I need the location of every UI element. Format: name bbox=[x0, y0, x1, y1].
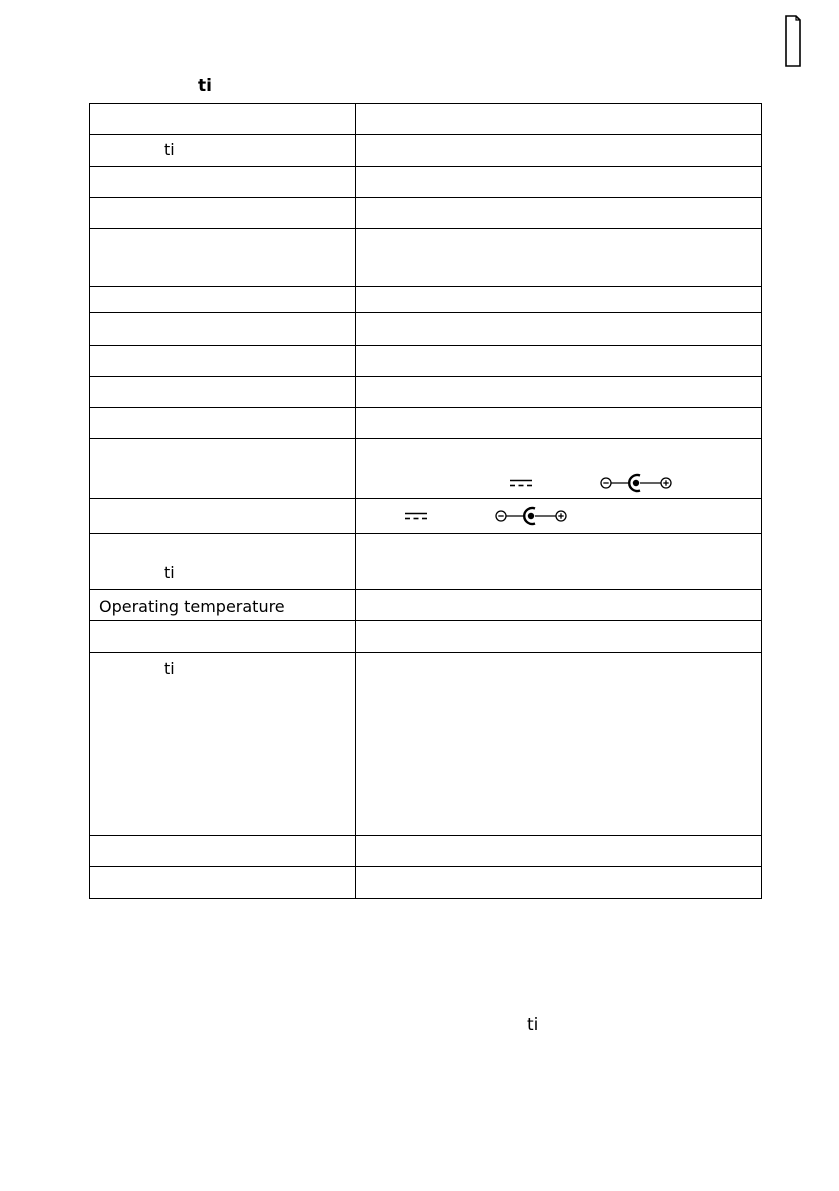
row-label bbox=[90, 867, 356, 899]
row-value bbox=[356, 104, 762, 135]
row-label: Operating temperature bbox=[90, 590, 356, 621]
row-value bbox=[356, 198, 762, 229]
table-row bbox=[90, 313, 762, 346]
row-value bbox=[356, 346, 762, 377]
table-row bbox=[90, 167, 762, 198]
row-value bbox=[356, 135, 762, 167]
row-label bbox=[90, 499, 356, 534]
row-value bbox=[356, 229, 762, 287]
table-row bbox=[90, 499, 762, 534]
table-row bbox=[90, 229, 762, 287]
row-value bbox=[356, 590, 762, 621]
table-row bbox=[90, 377, 762, 408]
row-value bbox=[356, 653, 762, 836]
row-label: ti bbox=[90, 534, 356, 590]
row-label: ti bbox=[90, 653, 356, 836]
row-label bbox=[90, 167, 356, 198]
row-value bbox=[356, 167, 762, 198]
table-row bbox=[90, 590, 762, 621]
table-row bbox=[90, 836, 762, 867]
row-label bbox=[90, 621, 356, 653]
dc-voltage-icon bbox=[510, 479, 532, 487]
center-positive-polarity-icon bbox=[600, 472, 672, 494]
row-label bbox=[90, 287, 356, 313]
row-label bbox=[90, 229, 356, 287]
footer-fragment: ti bbox=[527, 1015, 539, 1035]
dc-voltage-icon bbox=[405, 512, 427, 520]
table-row bbox=[90, 439, 762, 499]
center-positive-polarity-icon bbox=[495, 505, 567, 527]
spec-table bbox=[89, 103, 762, 899]
row-label bbox=[90, 104, 356, 135]
row-label bbox=[90, 439, 356, 499]
table-row bbox=[90, 653, 762, 836]
table-row bbox=[90, 534, 762, 590]
table-row bbox=[90, 198, 762, 229]
table-row bbox=[90, 104, 762, 135]
row-value bbox=[356, 621, 762, 653]
table-row bbox=[90, 408, 762, 439]
row-label bbox=[90, 313, 356, 346]
row-value bbox=[356, 439, 762, 499]
table-row bbox=[90, 287, 762, 313]
row-value bbox=[356, 836, 762, 867]
row-value bbox=[356, 534, 762, 590]
row-value bbox=[356, 287, 762, 313]
row-label bbox=[90, 836, 356, 867]
row-value bbox=[356, 867, 762, 899]
row-label bbox=[90, 346, 356, 377]
row-value bbox=[356, 313, 762, 346]
row-value bbox=[356, 377, 762, 408]
heading-fragment: ti bbox=[198, 76, 212, 96]
row-value bbox=[356, 408, 762, 439]
row-label bbox=[90, 377, 356, 408]
table-row bbox=[90, 867, 762, 899]
table-row bbox=[90, 346, 762, 377]
table-row bbox=[90, 621, 762, 653]
pdf-icon bbox=[783, 14, 803, 68]
row-label: ti bbox=[90, 135, 356, 167]
row-label bbox=[90, 198, 356, 229]
table-row bbox=[90, 135, 762, 167]
row-label bbox=[90, 408, 356, 439]
row-value bbox=[356, 499, 762, 534]
